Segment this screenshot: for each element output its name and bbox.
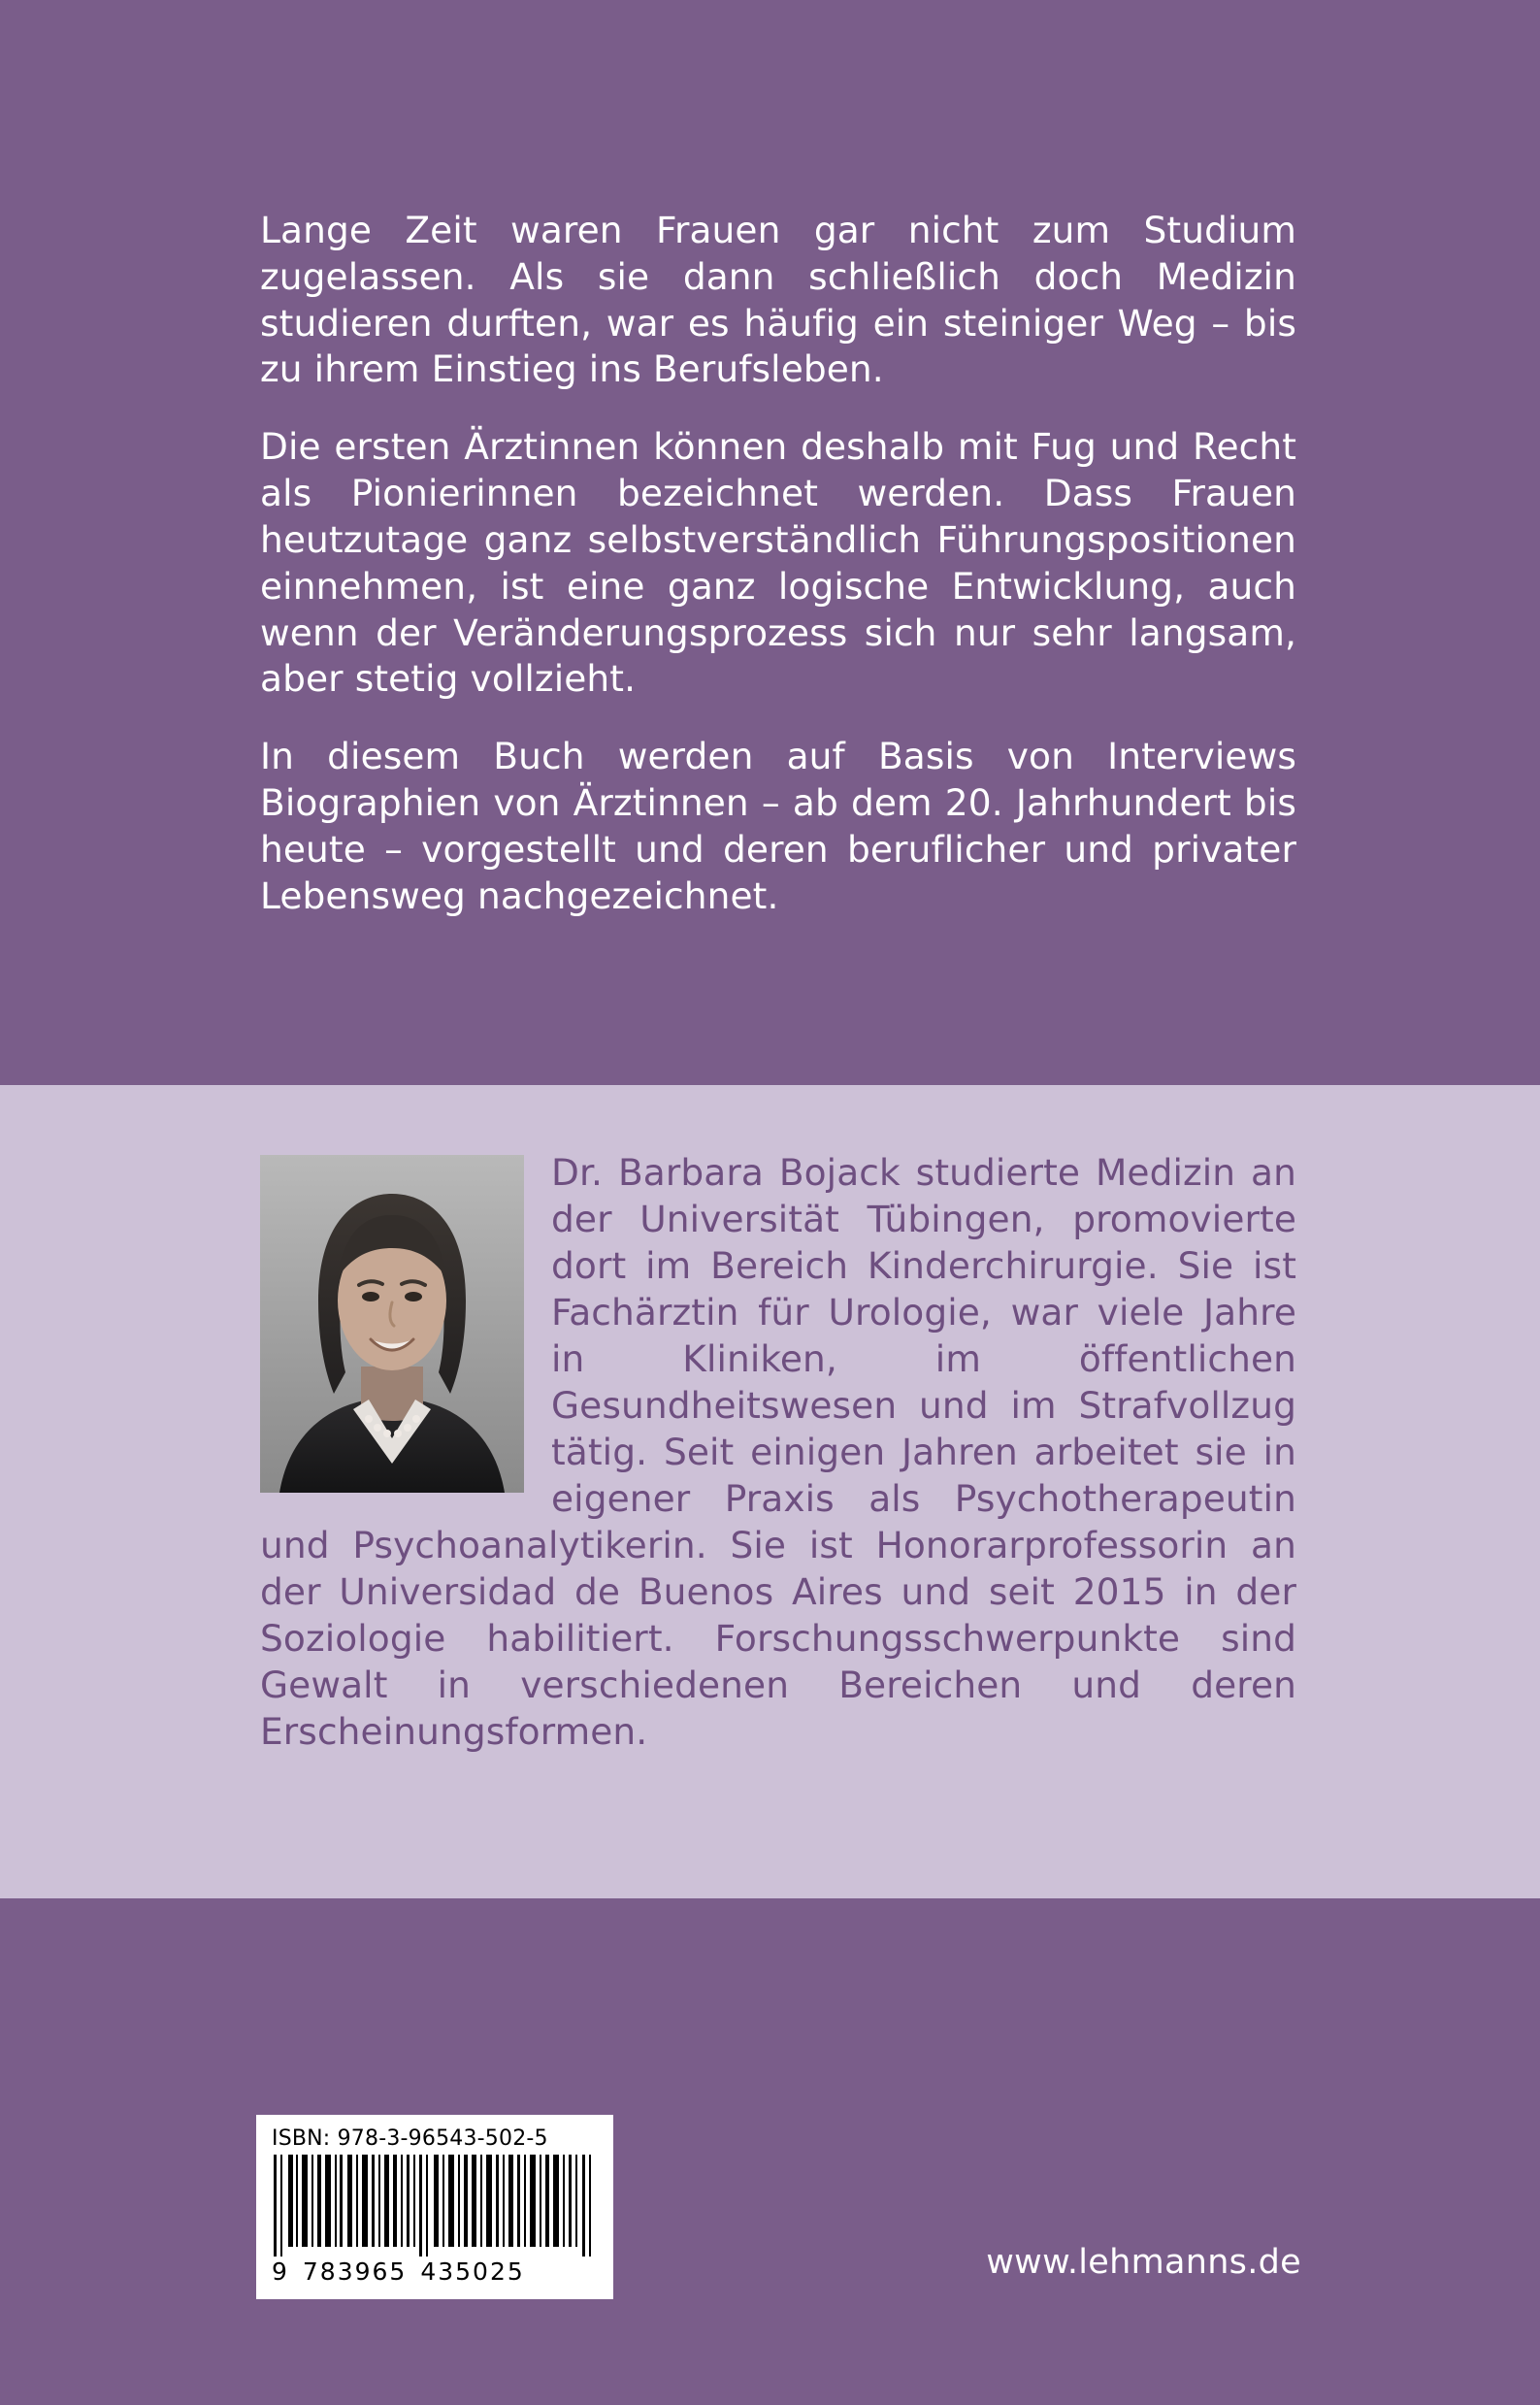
author-bio-panel — [0, 1085, 1540, 1898]
barcode-digits — [270, 2257, 600, 2286]
footer-panel — [0, 1898, 1540, 2405]
blurb-paragraph-1: Lange Zeit waren Frauen gar nicht zum Studium zugelassen. Als sie dann schließlich doch Medizin studieren durften, war es häufig ein steiniger Weg – bis zu ihrem Einstieg ins Berufsleben. — [260, 209, 1296, 391]
blurb-panel — [0, 0, 1540, 1085]
barcode-digit-group-3: 435025 — [420, 2257, 525, 2286]
barcode-digit-group-1: 9 — [272, 2257, 289, 2286]
blurb-text-block — [260, 208, 1296, 919]
isbn-label: ISBN: 978-3-96543-502-5 — [272, 2126, 548, 2151]
isbn-barcode — [256, 2115, 613, 2299]
author-bio-block — [260, 1149, 1296, 1755]
author-bio-text: Dr. Barbara Bojack studierte Medizin an der Universität Tübingen, promovierte dort im Bereich Kinderchirurgie. Sie ist Fachärztin für Urologie, war viele Jahre in Kliniken, im öffentlichen Gesundheitswesen und im Strafvollzug tätig. Seit einigen Jahren arbeitet sie in eigener Praxis als Psychotherapeutin und Psychoanalytikerin. Sie ist Honorarprofessorin an der Universidad de Buenos Aires und seit 2015 in der Soziologie habilitiert. Forschungsschwerpunkte sind Gewalt in verschiedenen Bereichen und deren Erscheinungsformen. — [260, 1151, 1296, 1753]
barcode-bars-graphic — [270, 2155, 600, 2257]
author-portrait-photo — [260, 1155, 524, 1493]
barcode-digit-group-2: 783965 — [302, 2257, 408, 2286]
blurb-paragraph-2: Die ersten Ärztinnen können deshalb mit Fug und Recht als Pionierinnen bezeichnet werden. Dass Frauen heutzutage ganz selbstverständlich Führungspositionen einnehmen, ist eine ganz logische Entwicklung, auch wenn der Veränderungsprozess sich nur sehr langsam, aber stetig vollzieht. — [260, 425, 1296, 701]
publisher-website: www.lehmanns.de — [986, 2243, 1301, 2282]
blurb-paragraph-3: In diesem Buch werden auf Basis von Interviews Biographien von Ärztinnen – ab dem 20. Jahrhundert bis heute – vorgestellt und deren beruflicher und privater Lebensweg nachgezeichnet. — [260, 735, 1296, 917]
